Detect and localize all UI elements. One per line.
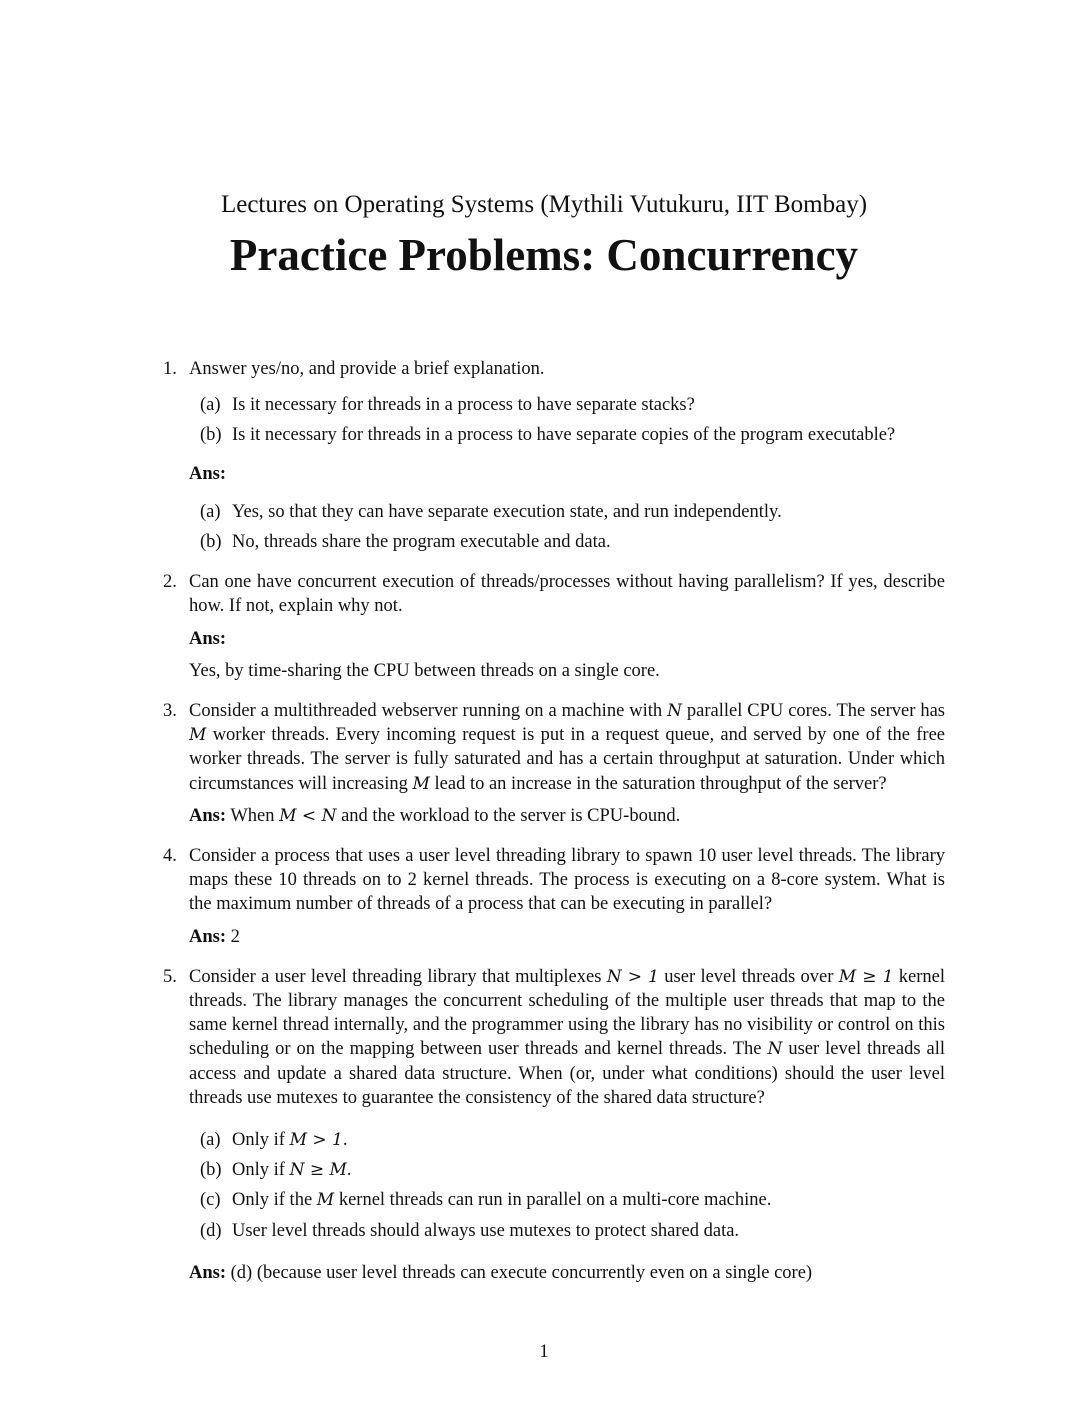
text-run: kernel threads can run in parallel on a multi-core machine. (334, 1190, 772, 1211)
part-label: (b) (200, 425, 222, 446)
question-text: Can one have concurrent execution of threads/processes without having parallelism? If yes, describe how. If not, explain why not. (189, 572, 945, 617)
math-expression: M > 1 (289, 1130, 343, 1151)
document-subtitle: Lectures on Operating Systems (Mythili Vutukuru, IIT Bombay) (220, 191, 868, 218)
part-label: (a) (200, 395, 221, 416)
math-expression: M ≥ 1 (838, 966, 894, 987)
question-part (189, 423, 945, 447)
answer-text: Yes, so that they can have separate execution state, and run independently. (232, 501, 782, 522)
answer-label: Ans: (189, 1262, 227, 1283)
answer-label: Ans: (189, 463, 227, 484)
answer-label: Ans: (189, 805, 227, 826)
answer-label: Ans: (189, 926, 227, 947)
answer-line (189, 1261, 945, 1285)
text-run: parallel CPU cores. The server has (681, 701, 945, 722)
text-run: Only if (232, 1160, 290, 1181)
text-run: When (230, 805, 280, 826)
question-2 (163, 570, 945, 683)
text-run: Consider a multithreaded webserver running on a machine with (189, 701, 668, 722)
answer-part (189, 500, 945, 524)
math-variable: M (412, 773, 430, 794)
document-title: Practice Problems: Concurrency (229, 230, 859, 280)
option-label: (a) (200, 1130, 221, 1151)
question-number: 4. (163, 846, 177, 867)
question-parts (189, 393, 945, 447)
answer-label-line (189, 462, 945, 486)
answer-text: (d) (because user level threads can execute concurrently even on a single core) (230, 1262, 813, 1283)
math-variable: N (667, 701, 682, 722)
question-text (189, 699, 945, 796)
answer-label: Ans: (189, 628, 227, 649)
page-number: 1 (539, 1342, 549, 1362)
question-text: Consider a process that uses a user level threading library to spawn 10 user level threads. The library maps these 10 threads on to 2 kernel threads. The process is executing on a 8-core system. What is the maximum number of threads of a process that can be executing in parallel? (189, 846, 945, 915)
answer-parts (189, 500, 945, 554)
question-number: 3. (163, 701, 177, 722)
option-c (189, 1188, 945, 1212)
option-d (189, 1219, 945, 1243)
answer-part (189, 530, 945, 554)
text-run: . (346, 1160, 352, 1181)
question-number: 5. (163, 966, 177, 987)
math-variable: N (767, 1039, 783, 1060)
option-b (189, 1158, 945, 1182)
part-label: (a) (200, 501, 221, 522)
text-run: Consider a user level threading library that multiplexes (189, 966, 607, 987)
option-label: (d) (200, 1220, 222, 1241)
answer-line (189, 925, 945, 949)
answer-options (189, 1128, 945, 1243)
question-text (189, 965, 945, 1110)
text-run: user level threads over (658, 966, 839, 987)
text-run: lead to an increase in the saturation throughput of the server? (429, 773, 887, 794)
option-a (189, 1128, 945, 1152)
text-run: . (342, 1130, 348, 1151)
question-5 (163, 965, 946, 1285)
text-run: worker threads. Every incoming request is put in a request queue, and served by one of the free worker threads. The server is fully saturated and has a certain throughput at saturation. Under which circumstances will increasing (189, 725, 945, 794)
text-run: and the workload to the server is CPU-bound. (336, 805, 681, 826)
part-label: (b) (200, 532, 222, 553)
problem-list (163, 357, 946, 1301)
text-run: Only if the (232, 1190, 317, 1211)
math-expression: N ≥ M (289, 1160, 347, 1181)
question-4 (163, 844, 945, 949)
option-label: (c) (200, 1190, 221, 1211)
question-3 (163, 699, 945, 828)
question-1 (163, 357, 945, 554)
answer-text: No, threads share the program executable and data. (232, 532, 611, 553)
question-text: Answer yes/no, and provide a brief explanation. (189, 359, 545, 379)
text-run: user level threads all access and update a shared data structure. When (or, under what conditions) should the user level threads use mutexes to guarantee the consistency of the shared data structure? (189, 1039, 945, 1108)
question-part (189, 393, 945, 417)
part-text: Is it necessary for threads in a process to have separate stacks? (232, 395, 695, 416)
answer-line (189, 804, 945, 828)
answer-text: Yes, by time-sharing the CPU between threads on a single core. (189, 660, 660, 681)
math-variable: M (316, 1190, 335, 1211)
question-number: 1. (163, 359, 177, 379)
math-variable: M (189, 725, 207, 746)
answer-text: 2 (230, 926, 240, 947)
text-run: User level threads should always use mutexes to protect shared data. (232, 1220, 740, 1241)
question-number: 2. (163, 572, 177, 593)
answer-label-line (189, 627, 945, 651)
text-run: kernel threads. The library manages the concurrent scheduling of the multiple user threads that map to the same kernel thread internally, and the programmer using the library has no visibility or control on this scheduling or on the mapping between user threads and kernel threads. The (189, 966, 946, 1060)
math-expression: M < N (279, 805, 337, 826)
part-text: Is it necessary for threads in a process to have separate copies of the program executable? (232, 425, 896, 446)
math-expression: N > 1 (606, 966, 659, 987)
option-label: (b) (200, 1160, 222, 1181)
text-run: Only if (232, 1130, 290, 1151)
